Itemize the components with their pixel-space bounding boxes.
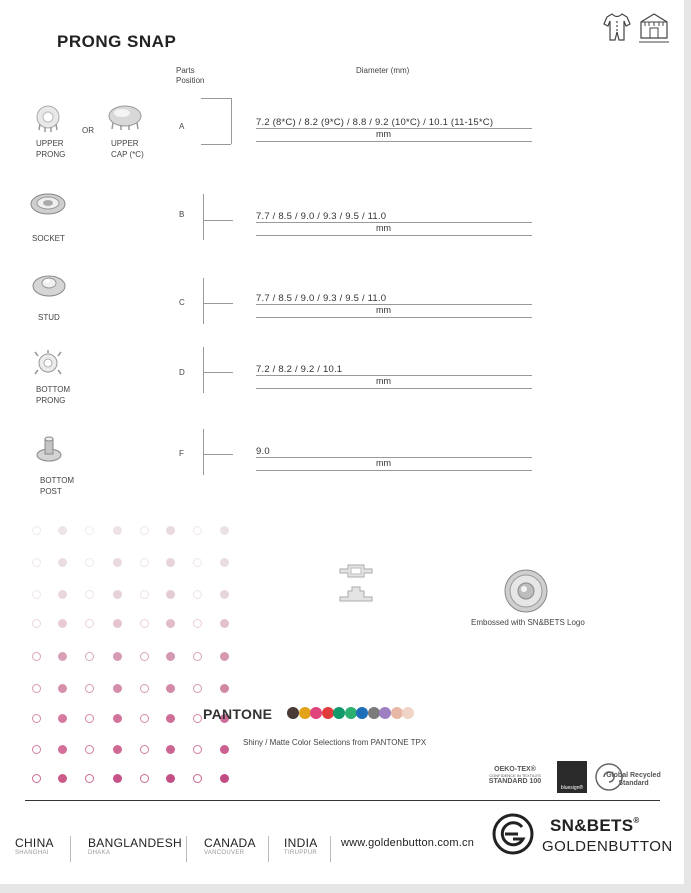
pantone-swatch [402, 707, 414, 719]
color-dot [85, 774, 94, 783]
color-dot [166, 590, 175, 599]
color-dot [220, 558, 229, 567]
color-dot [140, 714, 149, 723]
color-dot [58, 745, 67, 754]
position-f: F [179, 449, 184, 458]
bracket-a-bottom [201, 144, 231, 145]
pantone-label: PANTONE [203, 706, 273, 722]
embossed-caption: Embossed with SN&BETS Logo [471, 618, 585, 627]
page-title: PRONG SNAP [57, 32, 177, 51]
bottom-prong-image [33, 350, 63, 381]
color-dot [140, 652, 149, 661]
color-dot [166, 774, 175, 783]
color-dot [32, 652, 41, 661]
location-city: BANGLANDESH [88, 836, 182, 850]
unit-f: mm [376, 458, 391, 468]
footer-separator [70, 836, 71, 862]
bracket-c-arm [203, 303, 233, 304]
location-city: CANADA [204, 836, 256, 850]
line-a-2 [256, 141, 532, 142]
location-china [15, 836, 54, 856]
unit-b: mm [376, 223, 391, 233]
pantone-swatch [356, 707, 368, 719]
line-b-1 [256, 222, 532, 223]
bracket-f-arm [203, 454, 233, 455]
color-dot [85, 619, 94, 628]
pantone-swatch [310, 707, 322, 719]
color-dot [166, 619, 175, 628]
goldenbutton-logo-icon [492, 813, 534, 860]
color-dot [58, 774, 67, 783]
snap-cross-section-icon [338, 563, 374, 610]
color-dot [113, 590, 122, 599]
unit-c: mm [376, 305, 391, 315]
color-dot [166, 714, 175, 723]
color-dot [113, 745, 122, 754]
color-dot [58, 590, 67, 599]
bottom-prong-label: BOTTOM PRONG [36, 385, 71, 405]
color-dot [85, 526, 94, 535]
footer-separator [330, 836, 331, 862]
color-dot [193, 558, 202, 567]
position-b: B [179, 210, 185, 219]
page-edge-strip [684, 0, 691, 893]
brand-name [550, 816, 640, 836]
diameter-a: 7.2 (8*C) / 8.2 (9*C) / 8.8 / 9.2 (10*C) / 10.1 (11-15*C) [256, 117, 494, 128]
diameter-b: 7.7 / 8.5 / 9.0 / 9.3 / 9.5 / 11.0 [256, 211, 387, 222]
color-dot [85, 652, 94, 661]
brand-registered-mark: ® [633, 816, 640, 825]
color-dot [85, 590, 94, 599]
unit-d: mm [376, 376, 391, 386]
color-dot [166, 526, 175, 535]
oeko-tex-title: OEKO-TEX® [494, 766, 536, 773]
color-dot [193, 745, 202, 754]
pantone-swatch [322, 707, 334, 719]
color-dot [85, 684, 94, 693]
bluesign-badge [557, 761, 587, 793]
color-dot [113, 652, 122, 661]
diameter-d: 7.2 / 8.2 / 9.2 / 10.1 [256, 364, 343, 375]
color-dot [140, 745, 149, 754]
pantone-swatch [345, 707, 357, 719]
bracket-a-top [201, 98, 231, 99]
diameter-f: 9.0 [256, 446, 270, 457]
parts-position-header: Parts Position [176, 66, 205, 85]
stud-label: STUD [38, 313, 60, 322]
unit-a: mm [376, 129, 391, 139]
color-dot [85, 714, 94, 723]
oeko-tex-sub: CONFIDENCE IN TEXTILES [489, 773, 541, 778]
line-f-1 [256, 457, 532, 458]
color-dot [113, 619, 122, 628]
color-dot [113, 526, 122, 535]
grs-label: Global Recycled Standard [606, 772, 661, 787]
or-label: OR [82, 126, 94, 135]
color-dot [85, 745, 94, 754]
color-dot [32, 745, 41, 754]
bracket-b-vertical [203, 194, 204, 240]
color-dot [140, 558, 149, 567]
line-c-2 [256, 317, 532, 318]
color-dot [32, 526, 41, 535]
stud-image [31, 272, 67, 303]
bottom-post-label: BOTTOM POST [40, 476, 75, 496]
color-dot [58, 652, 67, 661]
color-dot [193, 619, 202, 628]
brand-subname: GOLDENBUTTON [542, 838, 673, 855]
color-dot [140, 590, 149, 599]
color-dot [32, 684, 41, 693]
color-dot [193, 590, 202, 599]
color-dot [166, 745, 175, 754]
bracket-f-vertical [203, 429, 204, 475]
bracket-c-vertical [203, 278, 204, 324]
upper-prong-image [33, 104, 63, 139]
color-dot [166, 558, 175, 567]
diameter-header: Diameter (mm) [356, 66, 410, 75]
bracket-b-arm [203, 220, 233, 221]
color-dot [32, 714, 41, 723]
socket-label: SOCKET [32, 234, 65, 243]
website-link[interactable]: www.goldenbutton.com.cn [341, 837, 475, 849]
color-dot [166, 684, 175, 693]
socket-image [29, 192, 67, 221]
location-sub: SHANGHAI [15, 850, 49, 856]
location-city: INDIA [284, 836, 318, 850]
tent-icon [638, 12, 670, 49]
location-city: CHINA [15, 836, 54, 850]
line-b-2 [256, 235, 532, 236]
color-dot [220, 619, 229, 628]
color-dot [140, 619, 149, 628]
location-sub: VANCOUVER [204, 850, 245, 856]
color-dot [220, 684, 229, 693]
upper-cap-image [107, 104, 143, 137]
color-dot [193, 684, 202, 693]
line-a-1 [256, 128, 532, 129]
location-sub: DHAKA [88, 850, 111, 856]
color-dot [140, 684, 149, 693]
bracket-d-arm [203, 372, 233, 373]
color-dot [32, 774, 41, 783]
location-canada [204, 836, 256, 856]
pantone-swatch [379, 707, 391, 719]
color-dot [58, 526, 67, 535]
location-bangladesh [88, 836, 182, 856]
color-dot [113, 558, 122, 567]
position-c: C [179, 298, 185, 307]
footer-divider [25, 800, 660, 801]
oeko-tex-badge [480, 766, 550, 785]
footer-separator [268, 836, 269, 862]
upper-prong-label: UPPER PRONG [36, 139, 66, 159]
color-dot [85, 558, 94, 567]
pantone-swatch [368, 707, 380, 719]
diameter-c: 7.7 / 8.5 / 9.0 / 9.3 / 9.5 / 11.0 [256, 293, 387, 304]
color-dot [113, 714, 122, 723]
color-dot [140, 526, 149, 535]
color-dot [58, 619, 67, 628]
oeko-tex-standard: STANDARD 100 [488, 778, 542, 785]
color-dot [58, 684, 67, 693]
bottom-post-image [35, 435, 63, 468]
position-d: D [179, 368, 185, 377]
brand-name-text: SN&BETS [550, 816, 634, 835]
baby-romper-icon [603, 12, 631, 49]
color-dot [220, 652, 229, 661]
line-c-1 [256, 304, 532, 305]
location-sub: TIRUPPUR [284, 850, 318, 856]
color-dot [58, 558, 67, 567]
color-dot [220, 745, 229, 754]
color-dot [166, 652, 175, 661]
upper-cap-label: UPPER CAP (*C) [111, 139, 144, 159]
position-a: A [179, 122, 185, 131]
color-dot [113, 684, 122, 693]
bracket-a-vertical [231, 98, 232, 144]
color-dot [193, 526, 202, 535]
location-india [284, 836, 318, 856]
color-dot [58, 714, 67, 723]
color-dot [32, 558, 41, 567]
pantone-swatch [287, 707, 299, 719]
color-dot [193, 774, 202, 783]
pantone-swatch [333, 707, 345, 719]
bluesign-label: bluesign® [560, 785, 584, 791]
color-dot [140, 774, 149, 783]
color-dot [193, 652, 202, 661]
color-dot [220, 526, 229, 535]
pantone-swatch [391, 707, 403, 719]
footer-separator [186, 836, 187, 862]
embossed-logo-image [503, 568, 549, 619]
pantone-caption: Shiny / Matte Color Selections from PANTONE TPX [243, 738, 427, 747]
color-dot [32, 590, 41, 599]
line-d-1 [256, 375, 532, 376]
pantone-swatch [299, 707, 311, 719]
bracket-d-vertical [203, 347, 204, 393]
line-f-2 [256, 470, 532, 471]
line-d-2 [256, 388, 532, 389]
page-bottom-strip [0, 884, 691, 893]
color-dot [220, 590, 229, 599]
color-dot [113, 774, 122, 783]
color-dot [32, 619, 41, 628]
color-dot [220, 774, 229, 783]
color-dot [193, 714, 202, 723]
